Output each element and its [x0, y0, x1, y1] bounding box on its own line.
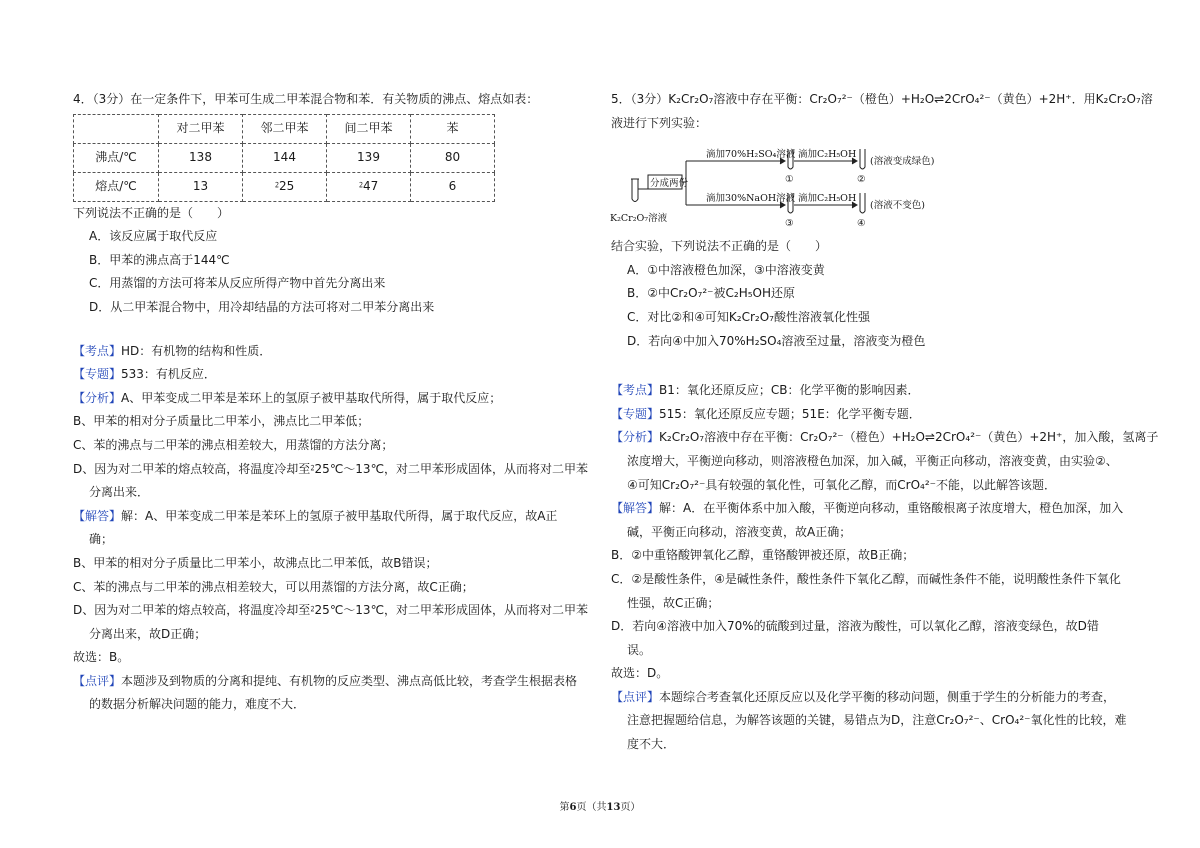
jieda-text: D．若向④溶液中加入70%的硫酸到过量，溶液为酸性，可以氧化乙醇，溶液变绿色，故D错 [611, 619, 1099, 634]
jieda-text: D、因为对二甲苯的熔点较高，将温度冷却至⁲25℃～13℃，对二甲苯形成固体，从而将对二甲苯 [73, 603, 589, 618]
dianping-line [73, 670, 578, 694]
test-tube-icon [860, 149, 865, 169]
jieda-tag: 【解答】 [73, 508, 122, 523]
test-tube-icon [632, 179, 638, 202]
table-cell: 熔点/℃ [74, 172, 159, 201]
option-b: B．②中Cr₂O₇²⁻被C₂H₅OH还原 [627, 286, 796, 301]
table-cell: 邻二甲苯 [243, 114, 327, 143]
test-tube-icon [860, 193, 865, 213]
jieda-text: C、苯的沸点与二甲苯的沸点相差较大，可以用蒸馏的方法分离，故C正确； [73, 579, 474, 594]
jieda-tag: 【解答】 [611, 501, 660, 516]
fenxi-text: ④可知Cr₂O₇²⁻具有较强的氧化性，可氧化乙醇，而CrO₄²⁻不能，以此解答该题． [627, 477, 1056, 492]
jieda-line [73, 505, 558, 529]
jieda-text: 确； [89, 532, 114, 547]
result-top-label: (溶液变成绿色) [870, 156, 935, 168]
table-cell [74, 114, 159, 143]
q5-stem: 液进行下列实验： [611, 115, 708, 130]
dianping-tag: 【点评】 [611, 689, 660, 704]
fenxi-text: B、甲苯的相对分子质量比二甲苯小，沸点比二甲苯低； [73, 414, 370, 429]
fenxi-text: 浓度增大，平衡逆向移动，则溶液橙色加深，加入碱，平衡正向移动，溶液变黄，由实验②、 [627, 453, 1118, 468]
jieda-text: 性强，故C正确； [627, 595, 720, 610]
table-header-row [74, 114, 495, 143]
page-footer [0, 798, 1200, 813]
fenxi-text: A、甲苯变成二甲苯是苯环上的氢原子被甲基取代所得，属于取代反应； [121, 390, 502, 405]
zhuanti-line [73, 363, 558, 387]
experiment-diagram [611, 137, 1131, 235]
dianping-text: 注意把握题给信息，为解答该题的关键，易错点为D，注意Cr₂O₇²⁻、CrO₄²⁻氧化性的比较，难 [627, 713, 1127, 728]
table-row [74, 143, 495, 172]
kaodian-text: B1：氧化还原反应；CB：化学平衡的影响因素． [659, 383, 920, 398]
jieda-text: 误。 [627, 642, 652, 657]
table-cell: ⁲47 [327, 172, 411, 201]
zhuanti-line [611, 403, 1131, 427]
table-cell: ⁲25 [243, 172, 327, 201]
jieda-line [611, 497, 1131, 521]
table-cell: 对二甲苯 [159, 114, 243, 143]
tube-label-1: ① [785, 174, 794, 186]
dianping-text: 本题涉及到物质的分离和提纯、有机物的反应类型、沸点高低比较，考查学生根据表格 [121, 673, 578, 688]
option-c: C．用蒸馏的方法可将苯从反应所得产物中首先分离出来 [89, 276, 386, 291]
start-label: K₂Cr₂O₇溶液 [610, 213, 668, 225]
kaodian-tag: 【考点】 [611, 383, 660, 398]
jieda-text: B．②中重铬酸钾氧化乙醇，重铬酸钾被还原，故B正确； [611, 548, 915, 563]
question-4 [73, 88, 589, 717]
table-cell: 139 [327, 143, 411, 172]
dianping-line [611, 686, 1131, 710]
option-a: A．该反应属于取代反应 [89, 229, 218, 244]
fenxi-text: C、苯的沸点与二甲苯的沸点相差较大，用蒸馏的方法分离； [73, 437, 394, 452]
jieda-text: B、甲苯的相对分子质量比二甲苯小，故沸点比二甲苯低，故B错误； [73, 555, 438, 570]
experiment-svg [610, 137, 940, 235]
q4-question: 下列说法不正确的是（ ） [73, 205, 230, 220]
table-cell: 沸点/℃ [74, 143, 159, 172]
option-a: A．①中溶液橙色加深，③中溶液变黄 [627, 262, 825, 277]
q4-stem: 4．（3分）在一定条件下，甲苯可生成二甲苯混合物和苯．有关物质的沸点、熔点如表： [73, 92, 539, 106]
split-label: 分成两份 [650, 178, 689, 190]
footer-page-number: 6 [569, 802, 577, 813]
fenxi-line [73, 387, 558, 411]
option-c: C．对比②和④可知K₂Cr₂O₇酸性溶液氧化性强 [627, 309, 870, 324]
jieda-text: 解：A．在平衡体系中加入酸，平衡逆向移动，重铬酸根离子浓度增大，橙色加深，加入 [659, 501, 1124, 516]
table-cell: 80 [411, 143, 495, 172]
dianping-text: 度不大． [627, 737, 676, 752]
properties-table [73, 114, 495, 202]
footer-mid: 页（共 [576, 802, 607, 813]
table-cell: 138 [159, 143, 243, 172]
reagent-top-label: 滴加70%H₂SO₄溶液 [706, 149, 796, 161]
footer-suffix: 页） [620, 802, 641, 813]
footer-prefix: 第 [559, 802, 570, 813]
reagent-bottom-label: 滴加30%NaOH溶液 [706, 193, 796, 205]
kaodian-line [73, 340, 558, 364]
question-5 [610, 88, 1159, 757]
kaodian-text: HD：有机物的结构和性质． [121, 343, 272, 358]
fenxi-tag: 【分析】 [73, 390, 122, 405]
fenxi-line [611, 426, 1159, 450]
kaodian-line [611, 379, 1131, 403]
ethanol-label-bottom: 滴加C₂H₅OH [798, 193, 857, 205]
ethanol-label-top: 滴加C₂H₅OH [798, 149, 857, 161]
table-cell: 6 [411, 172, 495, 201]
option-d: D．若向④中加入70%H₂SO₄溶液至过量，溶液变为橙色 [627, 333, 926, 348]
fenxi-tag: 【分析】 [611, 430, 660, 445]
table-cell: 苯 [411, 114, 495, 143]
jieda-text: C．②是酸性条件，④是碱性条件，酸性条件下氧化乙醇，而碱性条件不能，说明酸性条件下氧化 [611, 571, 1121, 586]
dianping-text: 的数据分析解决问题的能力，难度不大． [89, 697, 306, 712]
table-row [74, 172, 495, 201]
tube-label-3: ③ [785, 218, 794, 230]
fenxi-text: K₂Cr₂O₇溶液中存在平衡：Cr₂O₇²⁻（橙色）+H₂O⇌2CrO₄²⁻（黄色）+2H⁺，加入酸，氢离子 [659, 430, 1159, 445]
footer-total-pages: 13 [606, 802, 621, 813]
result-bottom-label: (溶液不变色) [870, 200, 925, 212]
table-cell: 间二甲苯 [327, 114, 411, 143]
jieda-text: 碱，平衡正向移动，溶液变黄，故A正确； [627, 524, 852, 539]
answer-choice: 故选：D。 [611, 666, 669, 681]
fenxi-text: 分离出来． [89, 485, 150, 500]
zhuanti-tag: 【专题】 [73, 367, 122, 382]
zhuanti-tag: 【专题】 [611, 406, 660, 421]
jieda-text: 分离出来，故D正确； [89, 626, 207, 641]
zhuanti-text: 533：有机反应． [121, 367, 216, 382]
tube-label-4: ④ [857, 218, 866, 230]
jieda-text: 解：A、甲苯变成二甲苯是苯环上的氢原子被甲基取代所得，属于取代反应，故A正 [121, 508, 558, 523]
option-d: D．从二甲苯混合物中，用冷却结晶的方法可将对二甲苯分离出来 [89, 299, 435, 314]
dianping-tag: 【点评】 [73, 673, 122, 688]
table-cell: 13 [159, 172, 243, 201]
table-cell: 144 [243, 143, 327, 172]
q5-stem: 5．（3分）K₂Cr₂O₇溶液中存在平衡：Cr₂O₇²⁻（橙色）+H₂O⇌2CrO₄²⁻（黄色）+2H⁺．用K₂Cr₂O₇溶 [611, 92, 1153, 106]
tube-label-2: ② [857, 174, 866, 186]
zhuanti-text: 515：氧化还原反应专题；51E：化学平衡专题． [659, 406, 921, 421]
option-b: B．甲苯的沸点高于144℃ [89, 252, 230, 267]
fenxi-text: D、因为对二甲苯的熔点较高，将温度冷却至⁲25℃～13℃，对二甲苯形成固体，从而将对二甲苯 [73, 461, 589, 476]
dianping-text: 本题综合考查氧化还原反应以及化学平衡的移动问题，侧重于学生的分析能力的考查， [659, 689, 1116, 704]
answer-choice: 故选：B。 [73, 650, 130, 665]
q5-question: 结合实验，下列说法不正确的是（ ） [611, 239, 828, 254]
kaodian-tag: 【考点】 [73, 343, 122, 358]
